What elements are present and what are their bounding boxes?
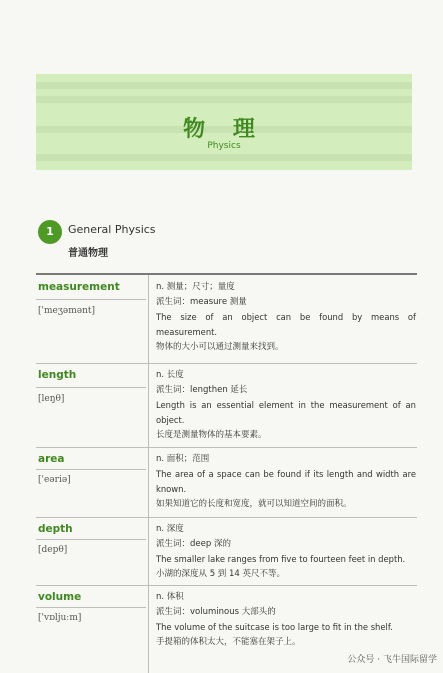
bleed-through-line	[36, 82, 412, 89]
vocab-word: depth	[38, 523, 73, 535]
vocab-phonetic: [leŋθ]	[38, 394, 65, 404]
vocab-phonetic: ['meʒəmənt]	[38, 306, 96, 316]
vocab-row	[36, 275, 417, 364]
vocab-definition	[156, 280, 416, 355]
section-number-badge: 1	[38, 220, 62, 244]
cell-divider	[36, 299, 146, 300]
cell-divider	[36, 539, 146, 540]
example-en: The volume of the suitcase is too large to fit in the shelf.	[156, 622, 393, 632]
derived-word: 派生词：measure 测量	[156, 297, 247, 307]
example-en: The size of an object can be found by means of measurement.	[156, 312, 416, 337]
vocab-row	[36, 517, 417, 586]
derived-word: 派生词：lengthen 延长	[156, 385, 248, 395]
cell-divider	[36, 607, 146, 608]
vocab-word: area	[38, 453, 65, 465]
example-cn: 如果知道它的长度和宽度，就可以知道空间的面积。	[156, 499, 352, 509]
example-en: The area of a space can be found if its length and width are known.	[156, 469, 416, 494]
section-title-en: General Physics	[68, 223, 156, 236]
part-of-speech: n. 深度	[156, 524, 184, 534]
vocab-phonetic: ['vɒljuːm]	[38, 613, 82, 623]
bleed-through-line	[36, 96, 412, 103]
vocab-definition	[156, 590, 416, 650]
example-en: Length is an essential element in the measurement of an object.	[156, 400, 416, 425]
part-of-speech: n. 体积	[156, 592, 184, 602]
vocabulary-table	[36, 273, 417, 673]
top-bleed	[0, 0, 443, 16]
vocab-definition	[156, 522, 416, 582]
vocab-definition	[156, 368, 416, 443]
chapter-banner	[36, 74, 412, 170]
cell-divider	[36, 387, 146, 388]
chapter-title: 物 理	[183, 116, 265, 142]
bleed-through-line	[36, 154, 412, 161]
vocab-word: volume	[38, 591, 82, 603]
example-cn: 物体的大小可以通过测量来找到。	[156, 342, 284, 352]
example-cn: 小湖的深度从 5 到 14 英尺不等。	[156, 569, 286, 579]
derived-word: 派生词：voluminous 大部头的	[156, 607, 276, 617]
chapter-subtitle: Physics	[207, 141, 241, 151]
vocab-word: measurement	[38, 281, 120, 293]
vocab-row	[36, 447, 417, 518]
part-of-speech: n. 长度	[156, 370, 184, 380]
watermark: 公众号 · 飞牛国际留学	[347, 655, 437, 665]
cell-divider	[36, 469, 146, 470]
vocab-phonetic: ['eəriə]	[38, 475, 71, 485]
part-of-speech: n. 面积；范围	[156, 454, 210, 464]
part-of-speech: n. 测量；尺寸；量度	[156, 282, 235, 292]
vocab-definition	[156, 452, 416, 512]
section-title-cn: 普通物理	[68, 248, 108, 259]
example-en: The smaller lake ranges from five to fourteen feet in depth.	[156, 554, 406, 564]
derived-word: 派生词：deep 深的	[156, 539, 231, 549]
vocab-phonetic: [depθ]	[38, 545, 68, 555]
example-cn: 长度是测量物体的基本要素。	[156, 430, 267, 440]
example-cn: 手提箱的体积太大，不能塞在架子上。	[156, 637, 301, 647]
vocab-row	[36, 363, 417, 448]
vocab-word: length	[38, 369, 77, 381]
